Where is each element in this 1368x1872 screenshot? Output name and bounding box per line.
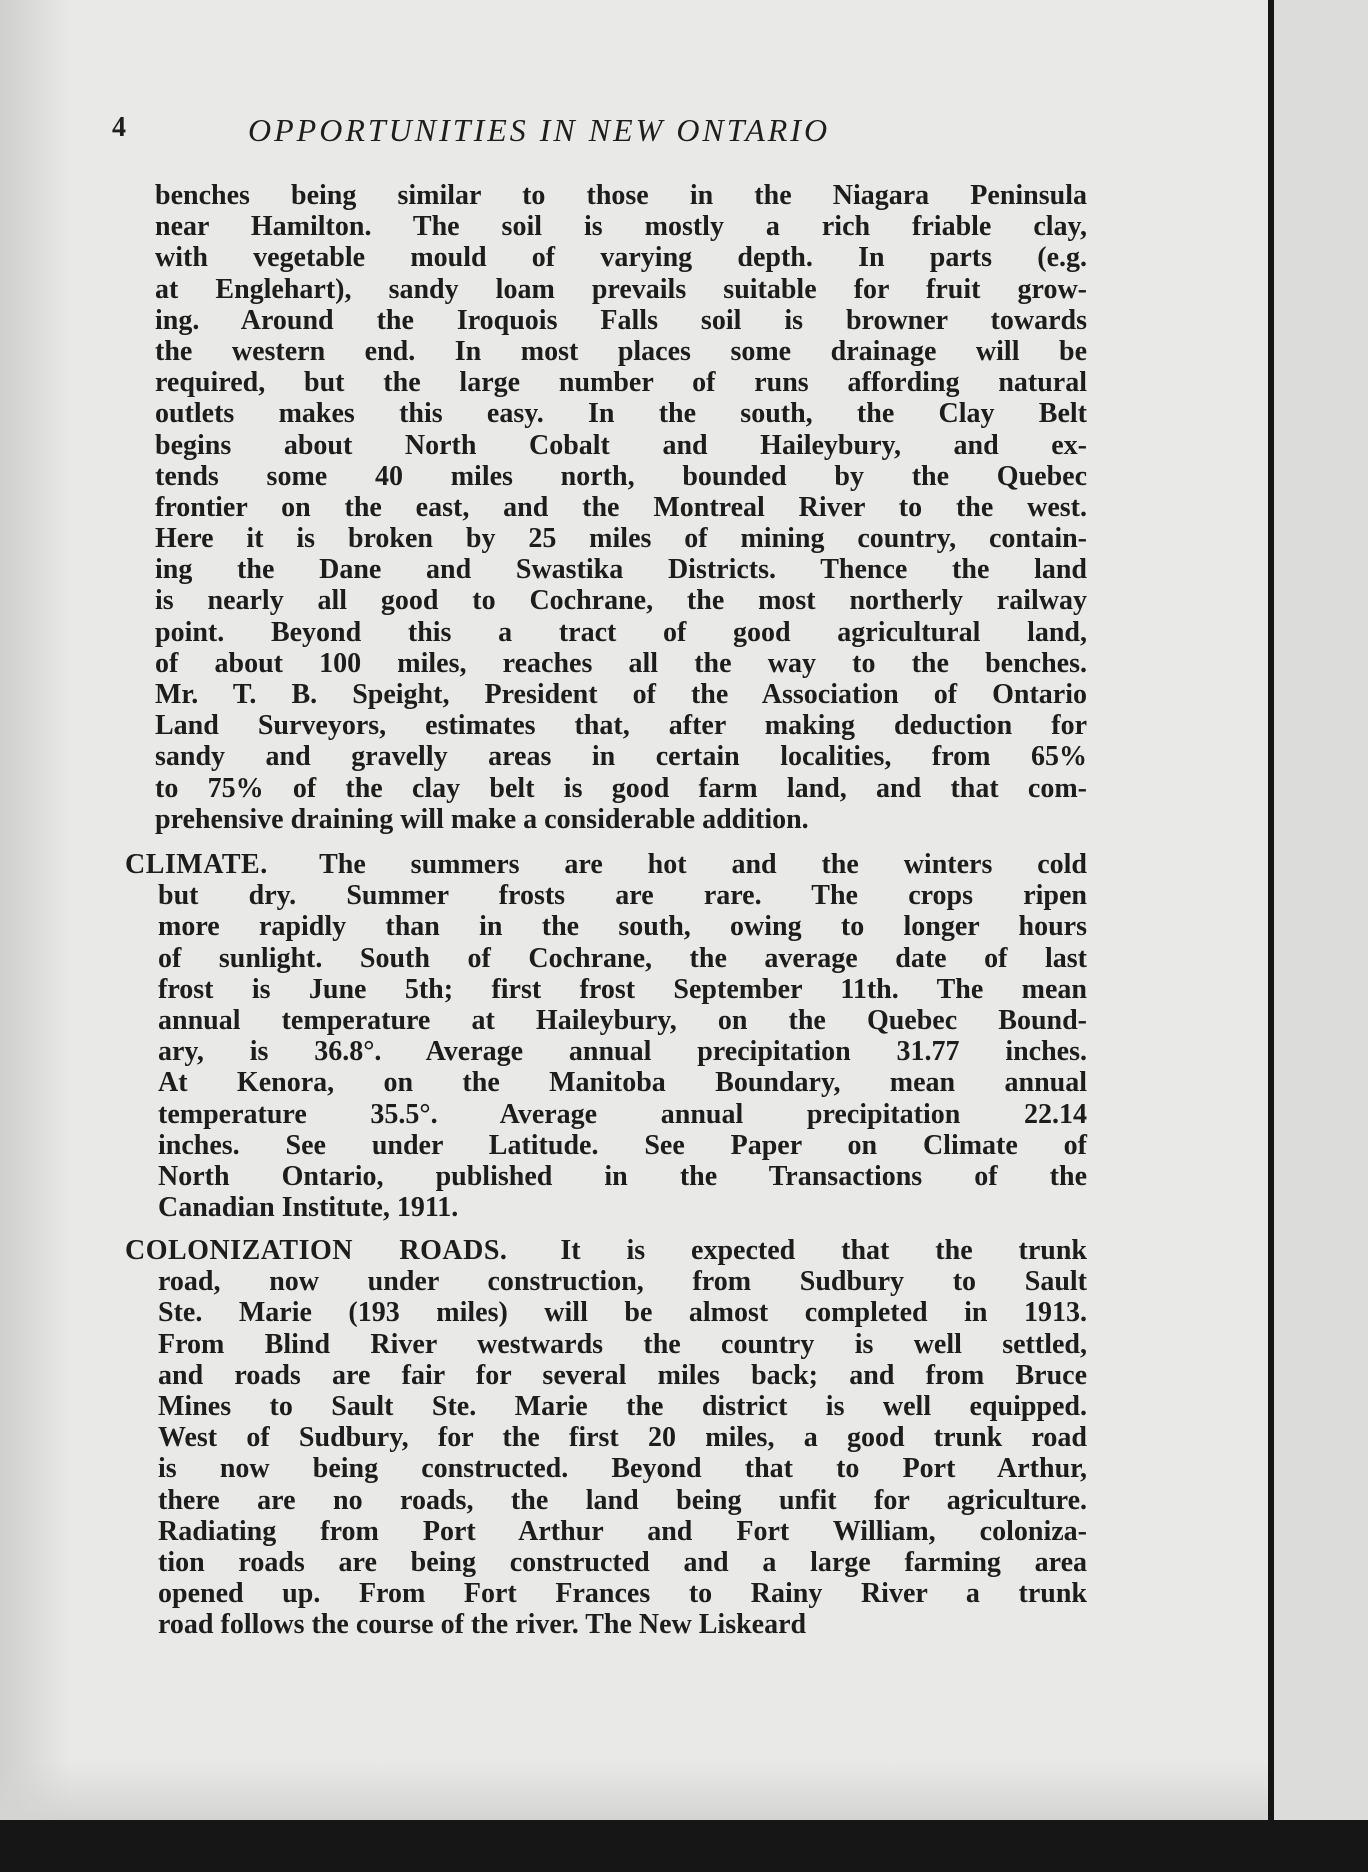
climate-body-lines [125, 880, 1087, 1223]
climate-paragraph [125, 849, 1087, 1223]
adjacent-page-edge [1274, 0, 1368, 1820]
text-line: required, but the large number of runs affording natural [155, 367, 1087, 399]
text-line: road follows the course of the river. The New Liskeard [158, 1609, 807, 1641]
text-line: more rapidly than in the south, owing to longer hours [158, 911, 1087, 943]
page-number: 4 [112, 112, 126, 143]
text-line: ing the Dane and Swastika Districts. Thence the land [155, 554, 1087, 586]
text-line: From Blind River westwards the country is well settled, [158, 1328, 1087, 1360]
climate-first-line [125, 849, 1087, 880]
text-line: ing. Around the Iroquois Falls soil is browner towards [155, 304, 1087, 336]
text-line: Canadian Institute, 1911. [158, 1192, 459, 1224]
text-line: near Hamilton. The soil is mostly a rich friable clay, [155, 211, 1087, 243]
text-line: sandy and gravelly areas in certain localities, from 65% [155, 741, 1087, 773]
text-line: opened up. From Fort Frances to Rainy River a trunk [158, 1578, 1087, 1610]
text-line: Here it is broken by 25 miles of mining country, contain- [155, 523, 1087, 555]
text-line: Mines to Sault Ste. Marie the district is well equipped. [158, 1390, 1087, 1422]
text-line: Ste. Marie (193 miles) will be almost completed in 1913. [158, 1297, 1087, 1329]
intro-paragraph [155, 180, 1087, 835]
text-line: is nearly all good to Cochrane, the most northerly railway [155, 585, 1087, 617]
text-line: annual temperature at Haileybury, on the Quebec Bound- [158, 1004, 1087, 1036]
climate-first-line-text: The summers are hot and the winters cold [319, 849, 1088, 880]
text-line: to 75% of the clay belt is good farm land, and that com- [155, 772, 1087, 804]
text-line: Mr. T. B. Speight, President of the Association of Ontario [155, 679, 1087, 710]
climate-heading: CLIMATE. [125, 849, 268, 880]
text-line: benches being similar to those in the Niagara Peninsula [155, 180, 1087, 211]
text-line: frontier on the east, and the Montreal River to the west. [155, 491, 1087, 523]
text-line: frost is June 5th; first frost September 11th. The mean [158, 973, 1087, 1005]
text-line: outlets makes this easy. In the south, the Clay Belt [155, 398, 1087, 430]
text-line: is now being constructed. Beyond that to Port Arthur, [158, 1453, 1087, 1485]
text-line: with vegetable mould of varying depth. In parts (e.g. [155, 242, 1087, 274]
text-line: tion roads are being constructed and a large farming area [158, 1546, 1087, 1578]
colonization-first-line [125, 1235, 1087, 1266]
text-line: At Kenora, on the Manitoba Boundary, mean annual [158, 1067, 1087, 1099]
text-line: and roads are fair for several miles back; and from Bruce [158, 1359, 1087, 1391]
text-line: of sunlight. South of Cochrane, the average date of last [158, 942, 1087, 974]
text-line: Land Surveyors, estimates that, after making deduction for [155, 710, 1087, 742]
text-line: but dry. Summer frosts are rare. The crops ripen [158, 880, 1087, 912]
colonization-first-line-text: It is expected that the trunk [560, 1235, 1088, 1266]
running-title: OPPORTUNITIES IN NEW ONTARIO [248, 112, 831, 148]
colonization-body-lines [125, 1266, 1087, 1640]
text-line: of about 100 miles, reaches all the way to the benches. [155, 647, 1087, 679]
text-line: inches. See under Latitude. See Paper on Climate of [158, 1129, 1087, 1161]
text-line: West of Sudbury, for the first 20 miles, a good trunk road [158, 1422, 1087, 1454]
text-line: ary, is 36.8°. Average annual precipitation 31.77 inches. [158, 1036, 1087, 1068]
text-line: the western end. In most places some drainage will be [155, 335, 1087, 367]
text-line: road, now under construction, from Sudbury to Sault [158, 1266, 1087, 1298]
text-line: point. Beyond this a tract of good agricultural land, [155, 616, 1087, 648]
text-line: prehensive draining will make a considerable addition. [155, 803, 809, 835]
text-line: begins about North Cobalt and Haileybury, and ex- [155, 429, 1087, 461]
scan-background [0, 1820, 1368, 1872]
text-line: there are no roads, the land being unfit for agriculture. [158, 1484, 1087, 1516]
colonization-roads-paragraph [125, 1235, 1087, 1640]
page-edge-shadow [0, 0, 70, 1820]
text-line: North Ontario, published in the Transactions of the [158, 1160, 1087, 1192]
text-line: temperature 35.5°. Average annual precipitation 22.14 [158, 1098, 1087, 1130]
text-line: at Englehart), sandy loam prevails suitable for fruit grow- [155, 273, 1087, 305]
page-bottom-shadow [0, 1760, 1268, 1820]
running-head [112, 112, 992, 158]
text-line: Radiating from Port Arthur and Fort William, coloniza- [158, 1515, 1087, 1547]
colonization-heading: COLONIZATION ROADS. [125, 1235, 508, 1266]
text-line: tends some 40 miles north, bounded by the Quebec [155, 460, 1087, 492]
